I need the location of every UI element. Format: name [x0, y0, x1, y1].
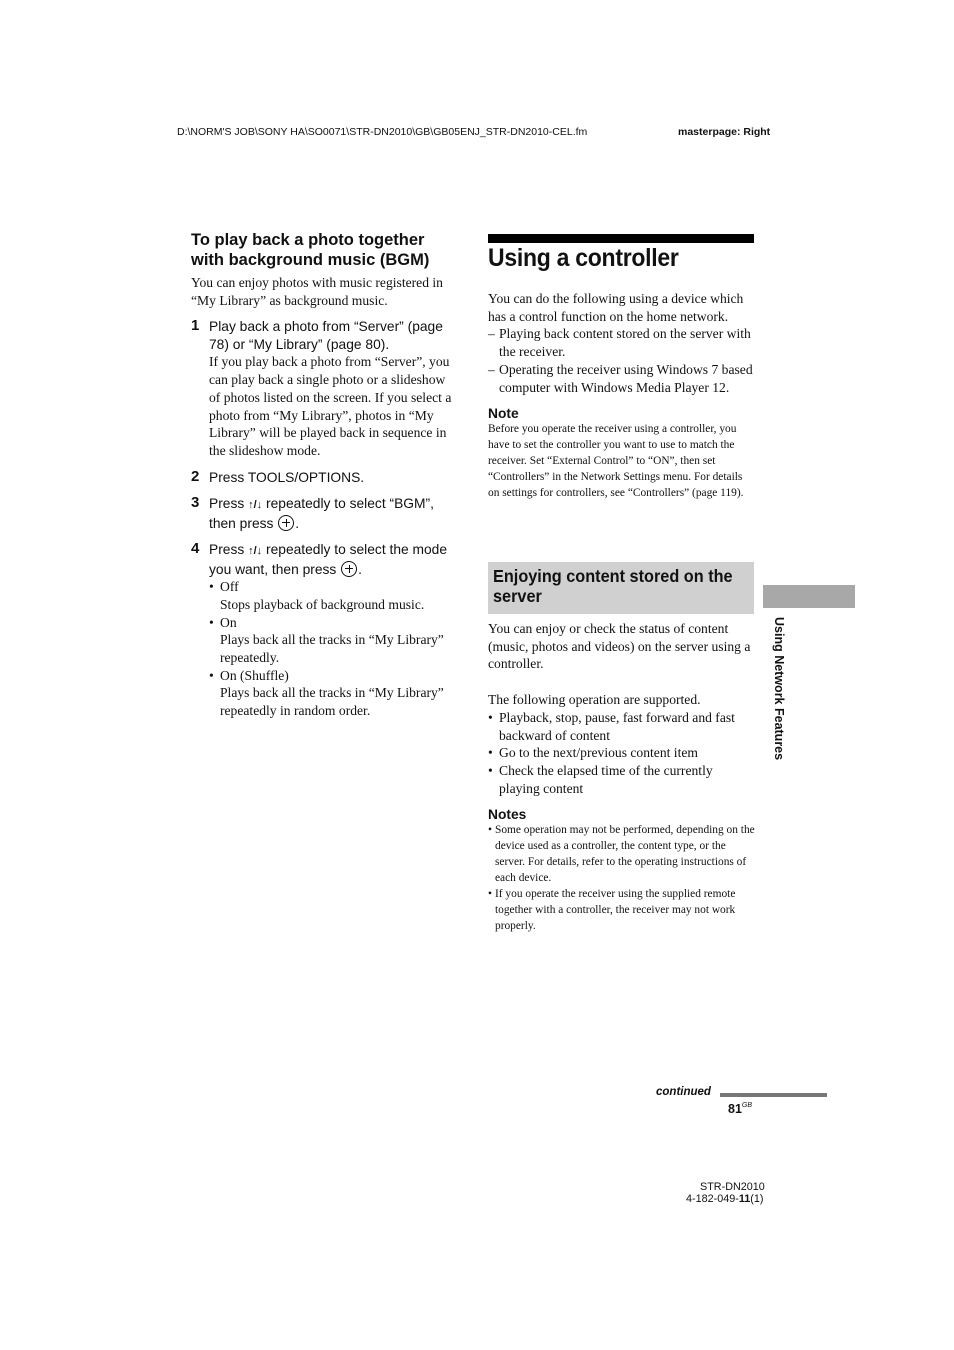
note-title: Note: [488, 406, 519, 422]
section-title: Enjoying content stored on the server: [493, 566, 733, 606]
step-instruction: [209, 495, 459, 532]
step-detail: If you play back a photo from “Server”, you can play back a single photo or a slideshow of photos listed on the screen. If you select a photo from “My Library”, photos in “My Library” will be played back in sequence in the slideshow mode.: [209, 354, 452, 458]
section-side-tab: [763, 585, 855, 608]
list-item: [488, 709, 756, 744]
list-item: [209, 667, 459, 720]
step-number: 4: [191, 540, 200, 558]
note-text: Before you operate the receiver using a controller, you have to set the controller you want to use to match the receiver. Set “External Control” to “ON”, then set “Controllers” in the Network Settings menu. For details on settings for controllers, see “Controllers” (page 119).: [488, 423, 744, 500]
step-2: [191, 469, 459, 487]
bgm-intro: You can enjoy photos with music registered in “My Library” as background music.: [191, 275, 443, 308]
right-column-top: [488, 290, 756, 501]
bgm-mode-list: [209, 578, 459, 720]
right-column-bottom: [488, 620, 756, 934]
footer-code-suffix: (1): [750, 1193, 764, 1205]
up-down-arrows-icon: ↑/↓: [248, 545, 263, 558]
header-masterpage: masterpage: Right: [678, 126, 771, 138]
list-item: [488, 744, 756, 762]
side-tab-label-text: Using Network Features: [772, 617, 786, 761]
mode-description: Stops playback of background music.: [220, 596, 425, 612]
list-item-text: Check the elapsed time of the currently playing content: [499, 762, 713, 796]
step-1: [191, 318, 459, 459]
header-file-path: D:\NORM'S JOB\SONY HA\SO0071\STR-DN2010\GB\GB05ENJ_STR-DN2010-CEL.fm: [177, 126, 588, 138]
instruction-text: repeatedly to select the mode you want, then press: [209, 542, 448, 577]
list-item: [209, 578, 459, 613]
step-4: [191, 541, 459, 720]
page-title: Using a controller: [488, 244, 679, 272]
supported-operations-list: [488, 709, 756, 798]
continued-label: continued: [656, 1086, 711, 1098]
page-number-value: 81: [728, 1102, 742, 1116]
page-number-suffix: GB: [741, 1102, 753, 1109]
mode-name: On: [220, 614, 237, 630]
bullet-marker: •: [488, 888, 492, 901]
section-intro: You can enjoy or check the status of content (music, photos and videos) on the server using a controller.: [488, 621, 751, 672]
notes-title: Notes: [488, 807, 527, 823]
footer-code: [686, 1193, 763, 1205]
enter-button-icon: [278, 515, 294, 531]
list-item-text: If you operate the receiver using the supplied remote together with a controller, the receiver may not work properly.: [495, 888, 736, 933]
list-item-text: Operating the receiver using Windows 7 based computer with Windows Media Player 12.: [499, 361, 753, 395]
step-instruction: Play back a photo from “Server” (page 78) or “My Library” (page 80).: [209, 319, 443, 352]
step-instruction: Press TOOLS/OPTIONS.: [209, 469, 365, 485]
title-rule: [488, 234, 754, 243]
dash-marker: –: [488, 326, 495, 342]
up-down-arrows-icon: ↑/↓: [248, 499, 263, 512]
step-number: 3: [191, 494, 200, 512]
mode-description: Plays back all the tracks in “My Library” repeatedly.: [220, 632, 444, 665]
list-item-text: Some operation may not be performed, depending on the device used as a controller, the content type, or the server. For details, refer to the operating instructions of each device.: [495, 824, 755, 885]
list-item-text: Playback, stop, pause, fast forward and fast backward of content: [499, 709, 735, 743]
mode-description: Plays back all the tracks in “My Library” repeatedly in random order.: [220, 685, 444, 719]
footer-code-bold: 11: [738, 1193, 751, 1205]
dash-marker: –: [488, 361, 495, 377]
instruction-text: repeatedly to select “BGM”, then press: [209, 496, 434, 531]
bullet-marker: •: [488, 709, 493, 725]
bullet-marker: •: [209, 614, 214, 630]
page-number: [728, 1102, 752, 1116]
list-item: [488, 361, 756, 396]
instruction-text: Press: [209, 496, 249, 512]
list-item: [209, 614, 459, 667]
list-item: [488, 886, 756, 934]
list-item-text: Go to the next/previous content item: [499, 745, 698, 761]
instruction-end: .: [358, 561, 362, 577]
step-number: 2: [191, 467, 200, 485]
list-item: [488, 762, 756, 797]
list-item: [488, 822, 756, 886]
footer-model: STR-DN2010: [700, 1181, 765, 1193]
bgm-heading: To play back a photo together with background music (BGM): [191, 231, 430, 269]
mode-name: On (Shuffle): [220, 667, 289, 683]
notes-list: [488, 822, 756, 934]
instruction-end: .: [295, 515, 300, 531]
side-tab-label: [770, 617, 786, 787]
mode-name: Off: [220, 579, 239, 595]
step-number: 1: [191, 317, 200, 335]
instruction-text: Press: [209, 542, 249, 558]
controller-dash-list: [488, 325, 756, 396]
bullet-marker: •: [488, 745, 493, 761]
enter-button-icon: [341, 561, 357, 577]
continued-rule: [720, 1093, 827, 1097]
footer-code-part: 4-182-049-: [686, 1193, 739, 1205]
left-column: [191, 230, 459, 720]
list-item: [488, 325, 756, 360]
controller-intro: You can do the following using a device which has a control function on the home network.: [488, 291, 744, 324]
list-item-text: Playing back content stored on the server with the receiver.: [499, 326, 751, 360]
bullet-marker: •: [488, 824, 492, 837]
step-3: [191, 495, 459, 532]
bullet-marker: •: [209, 579, 214, 595]
supported-lead: The following operation are supported.: [488, 692, 701, 708]
bullet-marker: •: [488, 762, 493, 778]
step-instruction: [209, 541, 459, 578]
bullet-marker: •: [209, 667, 214, 683]
